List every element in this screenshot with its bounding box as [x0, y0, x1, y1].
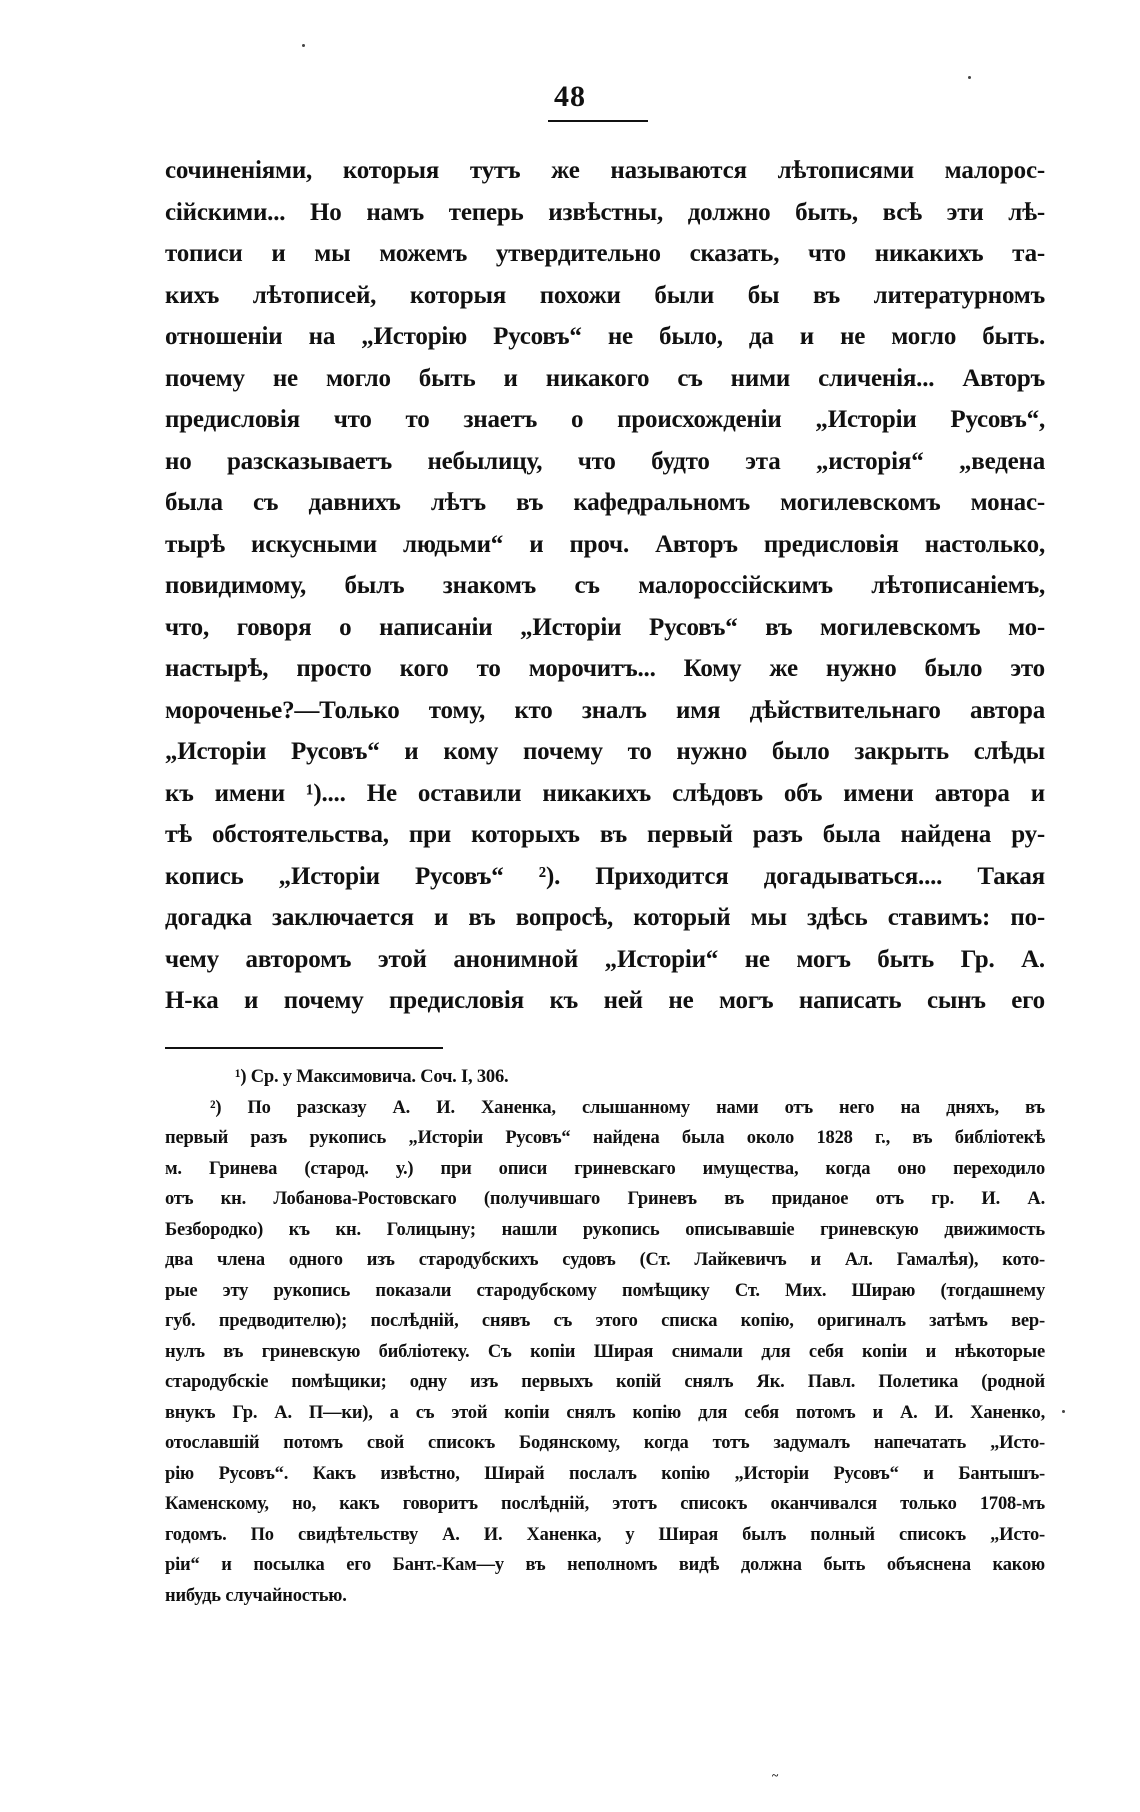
footnote-1: ¹) Ср. у Максимовича. Соч. I, 306. [235, 1067, 509, 1087]
footnote-2-line: годомъ. По свидѣтельству А. И. Ханенка, у Ширая былъ полный списокъ „Исто- [165, 1524, 1045, 1545]
footnote-2-line: первый разъ рукопись „Исторіи Русовъ“ найдена была около 1828 г., въ библіотекѣ [165, 1128, 1045, 1148]
footnote-separator [165, 1047, 443, 1049]
body-line: отношеніи на „Исторію Русовъ“ не было, да и не могло быть. [165, 323, 1045, 350]
body-text [165, 150, 1045, 1022]
body-line: настырѣ, просто кого то морочитъ... Кому же нужно было это [165, 655, 1045, 682]
body-line: сочиненіями, которыя тутъ же называются лѣтописями малорос- [165, 157, 1045, 184]
body-line: сійскими... Но намъ теперь извѣстны, должно быть, всѣ эти лѣ- [165, 198, 1045, 226]
body-line: кихъ лѣтописей, которыя похожи были бы въ литературномъ [165, 281, 1045, 309]
footnote-2-line: м. Гринева (старод. у.) при описи гриневскаго имущества, когда оно переходило [165, 1158, 1045, 1179]
footnote-2-line: Безбородко) къ кн. Голицыну; нашли рукопись описывавшіе гриневскую движимость [165, 1219, 1045, 1240]
body-line: что, говоря о написаніи „Исторіи Русовъ“ въ могилевскомъ мо- [165, 613, 1045, 641]
page-number: 48 [554, 80, 586, 113]
body-line: мороченье?—Только тому, кто зналъ имя дѣйствительнаго автора [165, 696, 1045, 724]
body-line: предисловія что то знаетъ о происхожденіи „Исторіи Русовъ“, [165, 406, 1045, 433]
footnote-2-line: губ. предводителю); послѣдній, снявъ съ этого списка копію, оригиналъ затѣмъ вер- [165, 1311, 1045, 1331]
footnote-2-line: отъ кн. Лобанова-Ростовскаго (получившаго Гриневъ въ приданое отъ гр. И. А. [165, 1189, 1045, 1209]
footnotes [165, 1062, 1045, 1611]
body-line: Н-ка и почему предисловія къ ней не могъ написать сынъ его [165, 987, 1045, 1014]
footnote-2-line: стародубскіе помѣщики; одну изъ первыхъ копій снялъ Як. Павл. Полетика (родной [165, 1372, 1045, 1392]
footnote-2-line: нибудь случайностью. [165, 1585, 347, 1606]
bottom-mark: ~ [772, 1768, 780, 1782]
footnote-2-line: нулъ въ гриневскую библіотеку. Съ копіи Ширая снимали для себя копіи и нѣкоторые [165, 1341, 1045, 1362]
body-line: чему авторомъ этой анонимной „Исторіи“ не могъ быть Гр. А. [165, 945, 1045, 973]
print-speck [1062, 1410, 1065, 1413]
body-line: была съ давнихъ лѣтъ въ кафедральномъ могилевскомъ монас- [165, 489, 1045, 516]
footnote-2-line: ріи“ и посылка его Бант.-Кам—у въ неполномъ видѣ должна быть объяснена какою [165, 1555, 1045, 1575]
footnote-2-line: рію Русовъ“. Какъ извѣстно, Ширай послалъ копію „Исторіи Русовъ“ и Бантышъ- [165, 1463, 1045, 1484]
print-speck [302, 44, 305, 47]
body-line: „Исторіи Русовъ“ и кому почему то нужно было закрыть слѣды [165, 738, 1045, 765]
page-number-rule [548, 120, 648, 122]
body-line: тописи и мы можемъ утвердительно сказать, что никакихъ та- [165, 240, 1045, 267]
footnote-2-line: два члена одного изъ стародубскихъ судовъ (Ст. Лайкевичъ и Ал. Гамалѣя), кото- [165, 1250, 1045, 1270]
body-line: къ имени ¹).... Не оставили никакихъ слѣдовъ объ имени автора и [165, 779, 1045, 807]
footnote-2-line: внукъ Гр. А. П—ки), а съ этой копіи снялъ копію для себя потомъ и А. И. Ханенко, [165, 1402, 1045, 1423]
body-line: почему не могло быть и никакого съ ними сличенія... Авторъ [165, 364, 1045, 392]
body-line: догадка заключается и въ вопросѣ, который мы здѣсь ставимъ: по- [165, 904, 1045, 931]
body-line: но разсказываетъ небылицу, что будто эта „исторія“ „ведена [165, 447, 1045, 475]
footnote-2-line: ²) По разсказу А. И. Ханенка, слышанному нами отъ него на дняхъ, въ [210, 1097, 1045, 1118]
print-speck [968, 76, 971, 79]
body-line: тырѣ искусными людьми“ и проч. Авторъ предисловія настолько, [165, 530, 1045, 558]
footnote-2-line: отославшій потомъ свой списокъ Бодянскому, когда тотъ задумалъ напечатать „Исто- [165, 1433, 1045, 1453]
footnote-2-line: Каменскому, но, какъ говоритъ послѣдній, этотъ списокъ оканчивался только 1708-мъ [165, 1494, 1045, 1514]
body-line: повидимому, былъ знакомъ съ малороссійскимъ лѣтописаніемъ, [165, 572, 1045, 599]
body-line: тѣ обстоятельства, при которыхъ въ первый разъ была найдена ру- [165, 821, 1045, 848]
body-line: копись „Исторіи Русовъ“ ²). Приходится догадываться.... Такая [165, 862, 1045, 890]
footnote-2-line: рые эту рукопись показали стародубскому помѣщику Ст. Мих. Шираю (тогдашнему [165, 1280, 1045, 1301]
